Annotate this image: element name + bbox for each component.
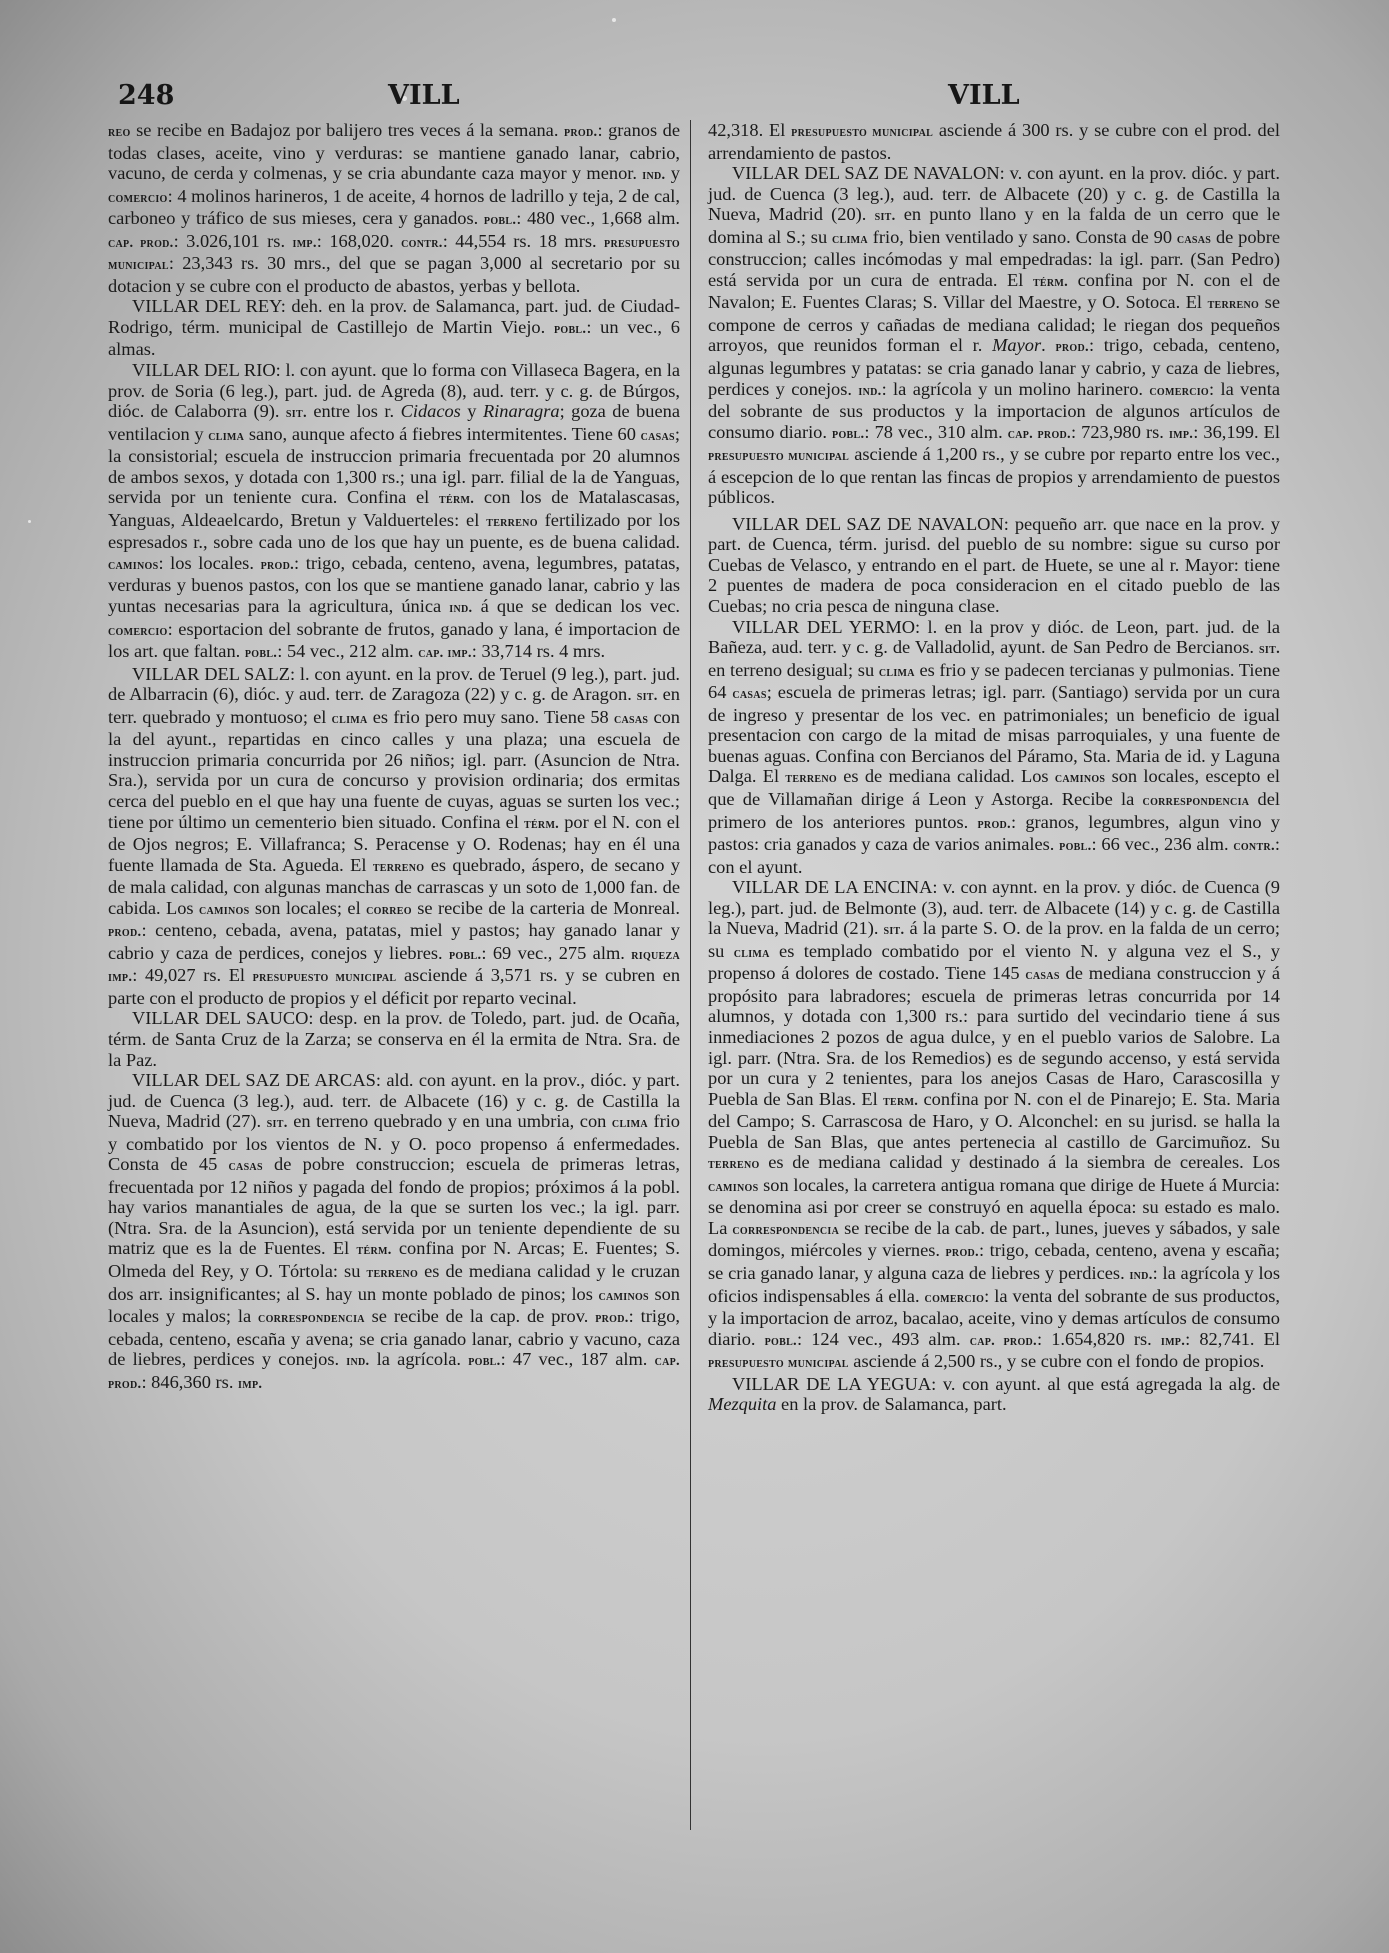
entry-headword: VILLAR DEL REY — [132, 296, 281, 317]
small-caps-term: imp. — [238, 1375, 263, 1392]
small-caps-term: terreno — [486, 513, 538, 530]
entry-text: : 78 vec., 310 alm. — [864, 421, 1008, 442]
entry-text: : pequeño arr. que nace en la prov. y part. de Cuenca, térm. jurisd. del pueblo de su nombre: sigue su curso por Cuebas de Velasco, y entrando en el part. de Huete, se une al r. Mayor: tiene 2 puentes de madera de poca consideracion en el citado pueblo de las Cuebas; no cria pesca de ninguna clase. — [708, 513, 1280, 617]
small-caps-term: casas — [1025, 967, 1060, 984]
entry-text: : 82,741. El — [1185, 1328, 1280, 1349]
entry-text: asciende á 2,500 rs., y se cubre con el fondo de propios. — [848, 1351, 1265, 1372]
entry-text: en terr. quebrado y montuoso; el — [108, 684, 680, 727]
entry-text: es de mediana calidad y destinado á la siembra de cereales. Los — [759, 1152, 1280, 1173]
small-caps-term: sit. — [874, 208, 896, 225]
small-caps-term: term. — [883, 1092, 919, 1109]
entry-text: entre los r. — [306, 401, 401, 422]
entry-text: : la venta del sobrante de sus productos y la importacion de algunos artículos de consumo diario. — [708, 378, 1280, 442]
small-caps-term: clima — [331, 710, 368, 727]
entry-text: : 33,714 rs. 4 mrs. — [471, 641, 606, 662]
small-caps-term: clima — [878, 663, 915, 680]
entry-text: asciende á 1,200 rs., y se cubre por reparto entre los vec., á escepcion de lo que rentan las fincas de propios y arrendamiento de puestos públicos. — [708, 444, 1280, 508]
entry-text: ; la consistorial; escuela de instruccion primaria frecuentada por 20 alumnos de ambos sexos, y dotada con 1,300 rs.; una igl. parr. filial de la de Yanguas, servida por un teniente cura. Confina el — [108, 423, 680, 508]
entry-text: con los de Matalascasas, Yanguas, Aldeaelcardo, Bretun y Valduerteles: el — [108, 487, 680, 530]
small-caps-term: contr. — [1233, 838, 1275, 855]
entry-text: se recibe de la carteria de Monreal. — [411, 897, 680, 918]
entry-text: se recibe en Badajoz por balijero tres veces á la semana. — [130, 120, 564, 140]
right-column — [708, 120, 1280, 1415]
entry-text: : deh. en la prov. de Salamanca, part. jud. de Ciudad-Rodrigo, térm. municipal de Castillejo de Martin Viejo. — [108, 296, 680, 337]
small-caps-term: riqueza imp. — [108, 946, 681, 986]
entry-text: : desp. en la prov. de Toledo, part. jud. de Ocaña, térm. de Santa Cruz de la Zarza; se conserva en él la ermita de Ntra. Sra. de la Paz. — [108, 1008, 680, 1070]
small-caps-term: ind. — [449, 600, 473, 617]
entry-text: en terreno desigual; su — [708, 659, 879, 680]
entry-text: á la parte S. O. de la prov. en la falda de un cerro; su — [708, 918, 1280, 961]
small-caps-term: térm. — [523, 815, 560, 832]
small-caps-term: cap. prod. — [108, 234, 174, 251]
entry-text: frio y combatido por los vientos de N. y O. poco propenso á enfermedades. Consta de 45 — [108, 1111, 680, 1175]
entry-text: : 846,360 rs. — [141, 1371, 239, 1392]
entry-text: de pobre construccion; calles incómodas y mal empedradas: la igl. parr. (San Pedro) está servida por un cura de entrada. El — [708, 226, 1280, 290]
entry-text: es quebrado, áspero, de secano y de mala calidad, con algunas manchas de carrascas y un soto de 1,000 fan. de cabida. Los — [108, 854, 680, 918]
entry-text: : la agrícola y los oficios indispensables á ella. — [708, 1262, 1280, 1306]
small-caps-term: prod. — [595, 1310, 629, 1327]
small-caps-term: caminos — [199, 901, 250, 918]
entry-text: son locales y malos; la — [108, 1283, 680, 1327]
entry-headword: VILLAR DE LA YEGUA — [732, 1373, 932, 1394]
dictionary-entry — [108, 296, 680, 360]
entry-text: : 47 vec., 187 alm. — [500, 1349, 655, 1370]
italic-term: Rinaragra — [482, 401, 560, 422]
entry-text: . — [1041, 335, 1056, 356]
entry-headword: VILLAR DEL YERMO — [732, 616, 916, 637]
running-head-left: VILL — [388, 80, 460, 111]
small-caps-term: sit. — [883, 922, 905, 939]
small-caps-term: casas — [732, 686, 767, 703]
entry-text: en punto llano y en la falda de un cerro que le domina al S.; su — [708, 204, 1281, 247]
entry-text: : l. con ayunt. en la prov. de Teruel (9 leg.), part. jud. de Albarracin (6), dióc. y aud. terr. de Zaragoza (22) y c. g. de Aragon. — [108, 663, 680, 705]
small-caps-term: terreno — [372, 858, 425, 875]
small-caps-term: correo — [366, 901, 412, 918]
entry-text: se recibe de la cap. de prov. — [364, 1306, 596, 1327]
small-caps-term: sit. — [285, 405, 307, 422]
entry-text: : 480 vec., 1,668 alm. — [516, 208, 680, 229]
small-caps-term: presupuesto municipal — [708, 448, 850, 465]
small-caps-term: prod. — [260, 556, 295, 573]
entry-text: y — [460, 401, 483, 422]
small-caps-term: pobl. — [553, 320, 587, 337]
italic-term: Mayor — [992, 335, 1042, 356]
small-caps-term: prod. — [563, 124, 598, 140]
entry-text: son locales; el — [249, 897, 367, 918]
entry-text: : 3.026,101 rs. — [173, 230, 293, 251]
small-caps-term: pobl. — [244, 645, 278, 662]
entry-text: por el N. con el de Ojos negros; E. Villafranca; S. Peracense y O. Rodenas; hay en él una fuente llamada de Sta. Agueda. El — [108, 811, 680, 875]
small-caps-term: sit. — [636, 688, 658, 705]
small-caps-term: casas — [1176, 230, 1212, 247]
small-caps-term: cap. prod. — [969, 1332, 1037, 1349]
entry-text: : l. con ayunt. que lo forma con Villaseca Bagera, en la prov. de Soria (6 leg.), part. jud. de Agreda (8), aud. terr. y c. g. de Búrgos, dióc. de Calaborra (9). — [108, 360, 680, 422]
small-caps-term: pobl. — [832, 425, 865, 442]
entry-text: : 124 vec., 493 alm. — [796, 1328, 970, 1349]
small-caps-term: clima — [208, 427, 245, 444]
entry-text: son locales, escepto el que de Villamañan dirige á Leon y Astorga. Recibe la — [708, 766, 1281, 809]
dictionary-entry — [108, 1070, 680, 1394]
entry-text: : trigo, cebada, centeno, algunas legumbres y patatas: se cria ganado lanar y cabrio, y caza de liebres, perdices y conejos. — [708, 335, 1280, 399]
entry-text: : v. con ayunt. al que está agregada la alg. de — [931, 1373, 1281, 1394]
entry-headword: VILLAR DEL SAZ DE NAVALON — [732, 163, 1000, 184]
small-caps-term: presupuesto municipal — [791, 124, 934, 140]
entry-text: : 49,027 rs. El — [132, 965, 253, 986]
entry-text: : un vec., 6 almas. — [108, 316, 680, 360]
running-head-right: VILL — [948, 80, 1020, 111]
dictionary-entry — [108, 664, 680, 1009]
entry-text: : trigo, cebada, centeno, escaña y avena; se cria ganado lanar, cabrio y vacuno, caza de liebres, perdices y conejos. — [108, 1306, 680, 1370]
small-caps-term: casas — [640, 427, 675, 444]
dictionary-entry — [708, 1374, 1280, 1415]
entry-text: es frio pero muy sano. Tiene 58 — [367, 706, 614, 727]
small-caps-term: sit. — [266, 1115, 288, 1132]
paper-speck — [28, 520, 31, 523]
entry-text: se recibe de la cab. de part., lunes, jueves y sábados, y sale domingos, miércoles y viernes. — [708, 1217, 1281, 1261]
small-caps-term: prod. — [108, 924, 142, 941]
small-caps-term: térm. — [439, 491, 475, 508]
entry-text: : v. con aynnt. en la prov. y dióc. de Cuenca (9 leg.), part. jud. de Belmonte (3), aud. terr. de Albacete (14) y c. g. de Castilla la Nueva, Madrid (21). — [708, 877, 1281, 939]
italic-term: Mezquita — [708, 1394, 777, 1415]
entry-text: : 54 vec., 212 alm. — [277, 641, 419, 662]
entry-text: : 69 vec., 275 alm. — [481, 942, 632, 963]
entry-text: : 1.654,820 rs. — [1036, 1328, 1161, 1349]
small-caps-term: terreno — [785, 770, 837, 787]
continued-paragraph — [708, 120, 1280, 163]
entry-text: es frio y se padecen tercianas y pulmonias. Tiene 64 — [708, 659, 1280, 703]
small-caps-term: clima — [611, 1115, 648, 1132]
entry-text: confina por N. con el de Pinarejo; E. Sta. Maria del Campo; S. Carrascosa de Haro, y O. Alconchel: en su jurisd. se halla la Puebla de San Blas, que antes pertenecia al castillo de Garcimuñoz. Su — [708, 1088, 1280, 1152]
small-caps-term: pobl. — [449, 946, 482, 963]
small-caps-term: terreno — [366, 1264, 419, 1281]
paper-speck — [612, 18, 616, 22]
entry-text: se compone de cerros y cañadas de mediana calidad; le riegan dos pequeños arroyos, que reunidos forman el r. — [708, 292, 1280, 356]
small-caps-term: comercio — [108, 622, 168, 639]
italic-term: Cidacos — [400, 401, 461, 422]
entry-headword: VILLAR DEL RIO — [132, 360, 276, 381]
small-caps-term: ind. — [1129, 1266, 1153, 1283]
dictionary-entry — [708, 514, 1280, 617]
column-divider — [690, 120, 691, 1830]
entry-text: frio, bien ventilado y sano. Consta de 90 — [867, 226, 1177, 247]
entry-text: la agrícola. — [369, 1349, 469, 1370]
entry-text: : ald. con ayunt. en la prov., dióc. y part. jud. de Cuenca (3 leg.), aud. terr. de Albacete (16) y c. g. de Castilla la Nueva, Madrid (27). — [108, 1070, 680, 1132]
entry-text: del primero de los anteriores puntos. — [708, 788, 1280, 832]
dictionary-entry — [108, 360, 680, 664]
page-header — [118, 80, 1303, 116]
entry-text: ; goza de buena ventilacion y — [108, 401, 680, 444]
entry-text: en la prov. de Salamanca, part. — [776, 1394, 1007, 1415]
small-caps-term: pobl. — [468, 1353, 501, 1370]
small-caps-term: pobl. — [764, 1332, 797, 1349]
entry-text: ; escuela de primeras letras; igl. parr. (Santiago) servida por un cura de ingreso y presentar de los vec. en patrimoniales; un beneficio de igual presentacion con cargo de la mitad de misas parroquiales, y una fuente de buenas aguas. Confina con Bercianos del Páramo, Sta. Maria de id. y Laguna Dalga. El — [708, 682, 1280, 787]
small-caps-term: terreno — [1207, 296, 1260, 313]
small-caps-term: comercio — [924, 1289, 985, 1306]
entry-text: : 23,343 rs. 30 mrs., del que se pagan 3,000 al secretario por su dotacion y se cubre con el producto de abastos, yerbas y bellota. — [108, 253, 680, 296]
small-caps-term: pobl. — [483, 212, 517, 229]
entry-text: es de mediana calidad y le cruzan dos arr. insignificantes; al S. hay un monte poblado de pinos; los — [108, 1260, 680, 1304]
entry-headword: VILLAR DEL SALZ — [132, 663, 291, 684]
small-caps-term: comercio — [1149, 382, 1210, 399]
entry-text: asciende á 3,571 rs. y se cubren en parte con el producto de propios y el déficit por reparto vecinal. — [108, 965, 681, 1008]
small-caps-term: reo — [108, 124, 131, 140]
left-column — [108, 120, 680, 1394]
dictionary-entry — [708, 877, 1280, 1374]
small-caps-term: presupuesto municipal — [708, 1355, 849, 1372]
small-caps-term: ind. — [642, 167, 666, 184]
entry-text: : centeno, cebada, avena, patatas, miel y pastos; hay ganado lanar y cabrio y caza de perdices, conejos y liebres. — [108, 920, 680, 963]
small-caps-term: ind. — [346, 1353, 370, 1370]
entry-text: confina por N. con el de Navalon; E. Fuentes Claras; S. Villar del Maestre, y O. Sotoca. El — [708, 269, 1280, 313]
entry-text: con la del ayunt., repartidas en cinco calles y una plaza; una escuela de instruccion primaria concurrida por 26 niños; igl. parr. (Asuncion de Ntra. Sra.), servida por un cura de concurso y provision ordinaria; dos ermitas cerca del pueblo en el que hay una fuente de cuyas, aguas se surten los vec.; tiene por último un cementerio bien situado. Confina el — [108, 706, 680, 832]
small-caps-term: imp. — [1160, 1332, 1186, 1349]
entry-text: : granos, legumbres, algun vino y pastos: cria ganados y caza de varios animales. — [708, 811, 1280, 855]
small-caps-term: prod. — [1055, 339, 1089, 356]
small-caps-term: contr. — [401, 234, 443, 251]
entry-text: confina por N. Arcas; E. Fuentes; S. Olmeda del Rey, y O. Tórtola: su — [108, 1238, 680, 1281]
small-caps-term: comercio — [108, 189, 168, 206]
entry-text: á que se dedican los vec. — [472, 596, 680, 617]
entry-text: sano, aunque afecto á fiebres intermitentes. Tiene 60 — [244, 423, 641, 444]
dictionary-entry — [708, 163, 1280, 508]
entry-text: : la venta del sobrante de sus productos, y la importacion de arroz, bacalao, aceite, vino y demas artículos de consumo diario. — [708, 1285, 1281, 1349]
small-caps-term: cap. prod. — [108, 1353, 680, 1392]
small-caps-term: caminos — [708, 1178, 759, 1195]
small-caps-term: sit. — [1259, 641, 1280, 658]
small-caps-term: correspondencia — [732, 1221, 840, 1238]
small-caps-term: caminos — [598, 1287, 649, 1304]
small-caps-term: cap. imp. — [418, 645, 472, 662]
small-caps-term: clima — [733, 944, 770, 961]
entry-text: : 168,020. — [316, 230, 402, 251]
small-caps-term: ind. — [858, 382, 882, 399]
entry-text: : trigo, cebada, centeno, avena y escaña; se cria ganado lanar, y alguna caza de liebres y perdices. — [708, 1240, 1280, 1283]
small-caps-term: cap. prod. — [1007, 425, 1071, 442]
entry-text: de pobre construccion; escuela de primeras letras, frecuentada por 12 niños y pagada del fondo de propios; próximos á la pobl. hay varios manantiales de agua, de la que se surten los vec.; la igl. parr. (Ntra. Sra. de la Asuncion), está servida por un teniente dependiente de su matriz que es la de Fuentes. El — [108, 1154, 680, 1259]
entry-text: : granos de todas clases, aceite, vino y verduras: se mantiene ganado lanar, cabrio, vacuno, de cerda y colmenas, y se cria abundante caza mayor y menor. — [108, 120, 680, 184]
small-caps-term: térm. — [356, 1242, 392, 1259]
entry-text: es de mediana calidad. Los — [836, 766, 1055, 787]
small-caps-term: imp. — [1168, 425, 1194, 442]
small-caps-term: térm. — [1032, 273, 1069, 290]
entry-headword: VILLAR DEL SAUCO — [132, 1008, 309, 1029]
entry-text: : 4 molinos harineros, 1 de aceite, 4 hornos de ladrillo y teja, 2 de cal, carboneo y tráfico de sus mieses, cera y ganados. — [108, 185, 680, 229]
small-caps-term: imp. — [292, 234, 317, 251]
entry-headword: VILLAR DEL SAZ DE ARCAS — [132, 1070, 376, 1091]
small-caps-term: casas — [228, 1158, 263, 1175]
entry-text: asciende á 300 rs. y se cubre con el prod. del arrendamiento de pastos. — [708, 120, 1280, 163]
small-caps-term: clima — [831, 230, 868, 247]
small-caps-term: presupuesto municipal — [252, 969, 397, 986]
entry-text: es templado combatido por el viento N. y alguna vez el S., y propenso á dolores de costado. Tiene 145 — [708, 940, 1280, 984]
small-caps-term: terreno — [708, 1156, 760, 1173]
dictionary-entry — [708, 617, 1280, 878]
entry-text: : trigo, cebada, centeno, avena, legumbres, patatas, verduras y buenos pastos, con los que se mantiene ganado lanar, cabrio y las yuntas necesarias para la agricultura, única — [108, 552, 680, 617]
entry-text: : 66 vec., 236 alm. — [1091, 834, 1234, 855]
page-number: 248 — [118, 80, 175, 111]
small-caps-term: prod. — [977, 815, 1011, 832]
entry-text: : 44,554 rs. 18 mrs. — [442, 230, 605, 251]
entry-headword: VILLAR DE LA ENCINA — [732, 877, 933, 898]
small-caps-term: prod. — [945, 1244, 979, 1261]
entry-text: : 723,980 rs. — [1070, 421, 1169, 442]
entry-text: : con el ayunt. — [708, 834, 1280, 877]
entry-headword: VILLAR DEL SAZ DE NAVALON — [732, 513, 1004, 534]
small-caps-term: presupuesto municipal — [108, 234, 680, 274]
small-caps-term: correspondencia — [1142, 792, 1250, 809]
entry-text: : la agrícola y un molino harinero. — [881, 378, 1150, 399]
small-caps-term: pobl. — [1059, 838, 1092, 855]
entry-text: : esportacion del sobrante de frutos, ganado y lana, é importacion de los art. que faltan. — [108, 618, 680, 662]
entry-text: : l. en la prov y dióc. de Leon, part. jud. de la Bañeza, aud. terr. y c. g. de Valladolid, ayunt. de San Pedro de Bercianos. — [708, 616, 1280, 658]
entry-text: en terreno quebrado y en una umbria, con — [287, 1111, 612, 1132]
continued-paragraph — [108, 120, 680, 296]
entry-text: : v. con ayunt. en la prov. dióc. y part. jud. de Cuenca (3 leg.), aud. terr. de Albacete (20) y c. g. de Castilla la Nueva, Madrid (20). — [708, 163, 1281, 225]
small-caps-term: correspondencia — [258, 1310, 365, 1327]
entry-text: son locales, la carretera antigua romana que dirige de Huete á Murcia: se denomina asi por creer se construyó en aquella época: su estado es malo. La — [708, 1174, 1280, 1238]
entry-text: : los locales. — [158, 552, 261, 573]
entry-text: 42,318. El — [708, 120, 792, 140]
entry-text: : 36,199. El — [1193, 421, 1280, 442]
small-caps-term: casas — [613, 710, 649, 727]
small-caps-term: caminos — [108, 556, 159, 573]
entry-text: de mediana construccion y á propósito para labradores; escuela de primeras letras concurrida por 14 alumnos, y dotada con 1,300 rs.: para surtido del vecindario tiene á sus inmediaciones 2 pozos de agua dulce, y en el pueblo varios de Salobre. La igl. parr. (Ntra. Sra. de los Remedios) es de segundo accenso, y está servida por un cura y 2 tenientes, para los anejos Casas de Haro, Carascosilla y Puebla de San Blas. El — [708, 963, 1280, 1109]
entry-text: y — [665, 163, 680, 184]
entry-text: fertilizado por los espresados r., sobre cada uno de los que hay un puente, es de buena calidad. — [108, 509, 680, 553]
dictionary-entry — [108, 1008, 680, 1070]
small-caps-term: caminos — [1054, 770, 1106, 787]
